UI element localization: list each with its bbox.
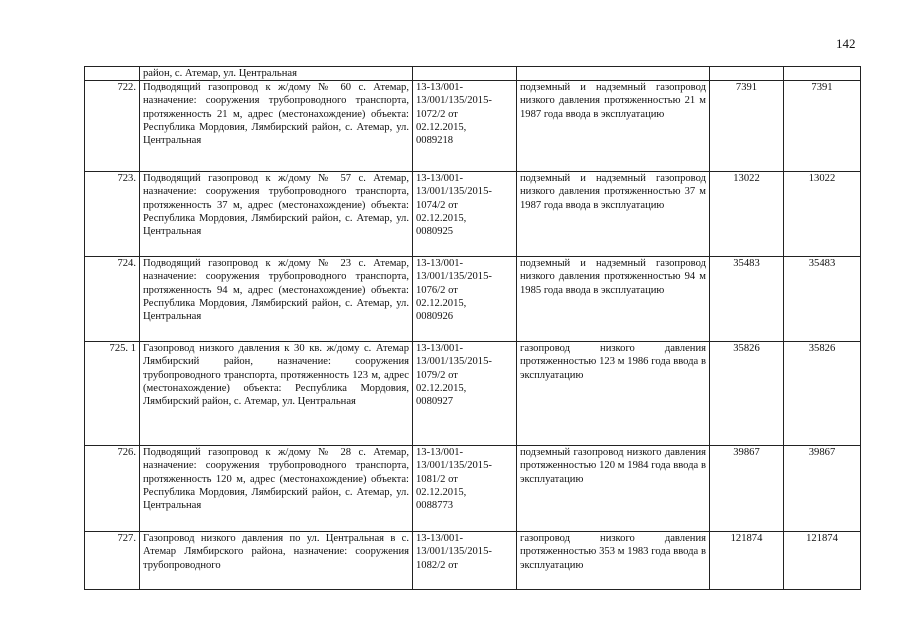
characteristics-cell: газопровод низкого давления протяженностью 123 м 1986 года ввода в эксплуатацию bbox=[517, 342, 710, 446]
registration-record-cell bbox=[413, 257, 517, 342]
registration-line: 0080925 bbox=[416, 226, 454, 238]
residual-value-cell: 7391 bbox=[784, 81, 861, 172]
registration-record-cell bbox=[413, 81, 517, 172]
registration-line: 0080926 bbox=[416, 311, 454, 323]
registration-record-cell bbox=[413, 342, 517, 446]
table-row bbox=[85, 532, 861, 590]
page-number: 142 bbox=[836, 36, 856, 51]
row-number-cell bbox=[85, 67, 140, 81]
residual-value-cell: 35826 bbox=[784, 342, 861, 446]
row-number-cell: 723. bbox=[85, 172, 140, 257]
registration-line: 13-13/001- bbox=[416, 533, 464, 545]
table-row bbox=[85, 81, 861, 172]
row-number-cell: 724. bbox=[85, 257, 140, 342]
table-row bbox=[85, 172, 861, 257]
registration-line: 02.12.2015, bbox=[416, 486, 467, 498]
object-description-cell: Подводящий газопровод к ж/дому № 57 с. Атемар, назначение: сооружения трубопроводного транспорта, протяженность 37 м, адрес (местонахождение) объекта: Республика Мордовия, Лямбирский район, с. Атемар, ул. Центральная bbox=[140, 172, 413, 257]
book-value-cell: 39867 bbox=[710, 446, 784, 532]
registration-line: 13/001/135/2015- bbox=[416, 186, 492, 198]
table-row bbox=[85, 67, 861, 81]
row-number-cell: 722. bbox=[85, 81, 140, 172]
object-description-cell: Подводящий газопровод к ж/дому № 28 с. Атемар, назначение: сооружения трубопроводного транспорта, протяженность 120 м, адрес (местонахождение) объекта: Республика Мордовия, Лямбирский район, с. Атемар, ул. Центральная bbox=[140, 446, 413, 532]
residual-value-cell: 121874 bbox=[784, 532, 861, 590]
book-value-cell: 7391 bbox=[710, 81, 784, 172]
book-value-cell bbox=[710, 67, 784, 81]
registration-line: 13-13/001- bbox=[416, 343, 464, 355]
registration-line: 02.12.2015, bbox=[416, 121, 467, 133]
book-value-cell: 13022 bbox=[710, 172, 784, 257]
registration-line: 02.12.2015, bbox=[416, 212, 467, 224]
residual-value-cell bbox=[784, 67, 861, 81]
registration-line: 02.12.2015, bbox=[416, 297, 467, 309]
registration-line: 1076/2 от bbox=[416, 284, 458, 296]
registration-line: 13/001/135/2015- bbox=[416, 95, 492, 107]
residual-value-cell: 13022 bbox=[784, 172, 861, 257]
characteristics-cell: подземный и надземный газопровод низкого давления протяженностью 21 м 1987 года ввода в эксплуатацию bbox=[517, 81, 710, 172]
characteristics-cell: газопровод низкого давления протяженностью 353 м 1983 года ввода в эксплуатацию bbox=[517, 532, 710, 590]
characteristics-cell: подземный и надземный газопровод низкого давления протяженностью 37 м 1987 года ввода в эксплуатацию bbox=[517, 172, 710, 257]
registration-line: 0088773 bbox=[416, 500, 454, 512]
row-number-cell: 727. bbox=[85, 532, 140, 590]
table-row bbox=[85, 342, 861, 446]
row-number-cell: 725. 1 bbox=[85, 342, 140, 446]
characteristics-cell bbox=[517, 67, 710, 81]
registration-line: 13-13/001- bbox=[416, 82, 464, 94]
characteristics-cell: подземный и надземный газопровод низкого давления протяженностью 94 м 1985 года ввода в эксплуатацию bbox=[517, 257, 710, 342]
registration-line: 13/001/135/2015- bbox=[416, 356, 492, 368]
register-body bbox=[85, 67, 861, 590]
residual-value-cell: 35483 bbox=[784, 257, 861, 342]
property-register-table bbox=[84, 66, 861, 590]
registration-line: 1074/2 от bbox=[416, 199, 458, 211]
characteristics-cell: подземный газопровод низкого давления протяженностью 120 м 1984 года ввода в эксплуатацию bbox=[517, 446, 710, 532]
book-value-cell: 121874 bbox=[710, 532, 784, 590]
registration-record-cell bbox=[413, 532, 517, 590]
table-row bbox=[85, 446, 861, 532]
registration-record-cell bbox=[413, 172, 517, 257]
object-description-cell: Подводящий газопровод к ж/дому № 60 с. Атемар, назначение: сооружения трубопроводного транспорта, протяженность 21 м, адрес (местонахождение) объекта: Республика Мордовия, Лямбирский район, с. Атемар, ул. Центральная bbox=[140, 81, 413, 172]
registration-line: 13/001/135/2015- bbox=[416, 460, 492, 472]
registration-line: 13-13/001- bbox=[416, 173, 464, 185]
residual-value-cell: 39867 bbox=[784, 446, 861, 532]
registration-record-cell bbox=[413, 67, 517, 81]
table-row bbox=[85, 257, 861, 342]
object-description-cell: Подводящий газопровод к ж/дому № 23 с. Атемар, назначение: сооружения трубопроводного транспорта, протяженность 94 м, адрес (местонахождение) объекта: Республика Мордовия, Лямбирский район, с. Атемар, ул. Центральная bbox=[140, 257, 413, 342]
registration-line: 0089218 bbox=[416, 135, 454, 147]
registration-record-cell bbox=[413, 446, 517, 532]
registration-line: 13/001/135/2015- bbox=[416, 546, 492, 558]
book-value-cell: 35826 bbox=[710, 342, 784, 446]
registration-line: 13-13/001- bbox=[416, 447, 464, 459]
registration-line: 1079/2 от bbox=[416, 369, 458, 381]
object-description-cell: район, с. Атемар, ул. Центральная bbox=[140, 67, 413, 81]
registration-line: 1082/2 от bbox=[416, 559, 458, 571]
book-value-cell: 35483 bbox=[710, 257, 784, 342]
registration-line: 1072/2 от bbox=[416, 108, 458, 120]
object-description-cell: Газопровод низкого давления по ул. Центральная в с. Атемар Лямбирского района, назначение: сооружения трубопроводного bbox=[140, 532, 413, 590]
registration-line: 1081/2 от bbox=[416, 473, 458, 485]
row-number-cell: 726. bbox=[85, 446, 140, 532]
registration-line: 02.12.2015, bbox=[416, 382, 467, 394]
registration-line: 0080927 bbox=[416, 396, 454, 408]
registration-line: 13-13/001- bbox=[416, 258, 464, 270]
object-description-cell: Газопровод низкого давления к 30 кв. ж/дому с. Атемар Лямбирский район, назначение: сооружения трубопроводного транспорта, протяженность 123 м, адрес (местонахождение) объекта: Республика Мордовия, Лямбирский район, с. Атемар, ул. Центральная bbox=[140, 342, 413, 446]
registration-line: 13/001/135/2015- bbox=[416, 271, 492, 283]
